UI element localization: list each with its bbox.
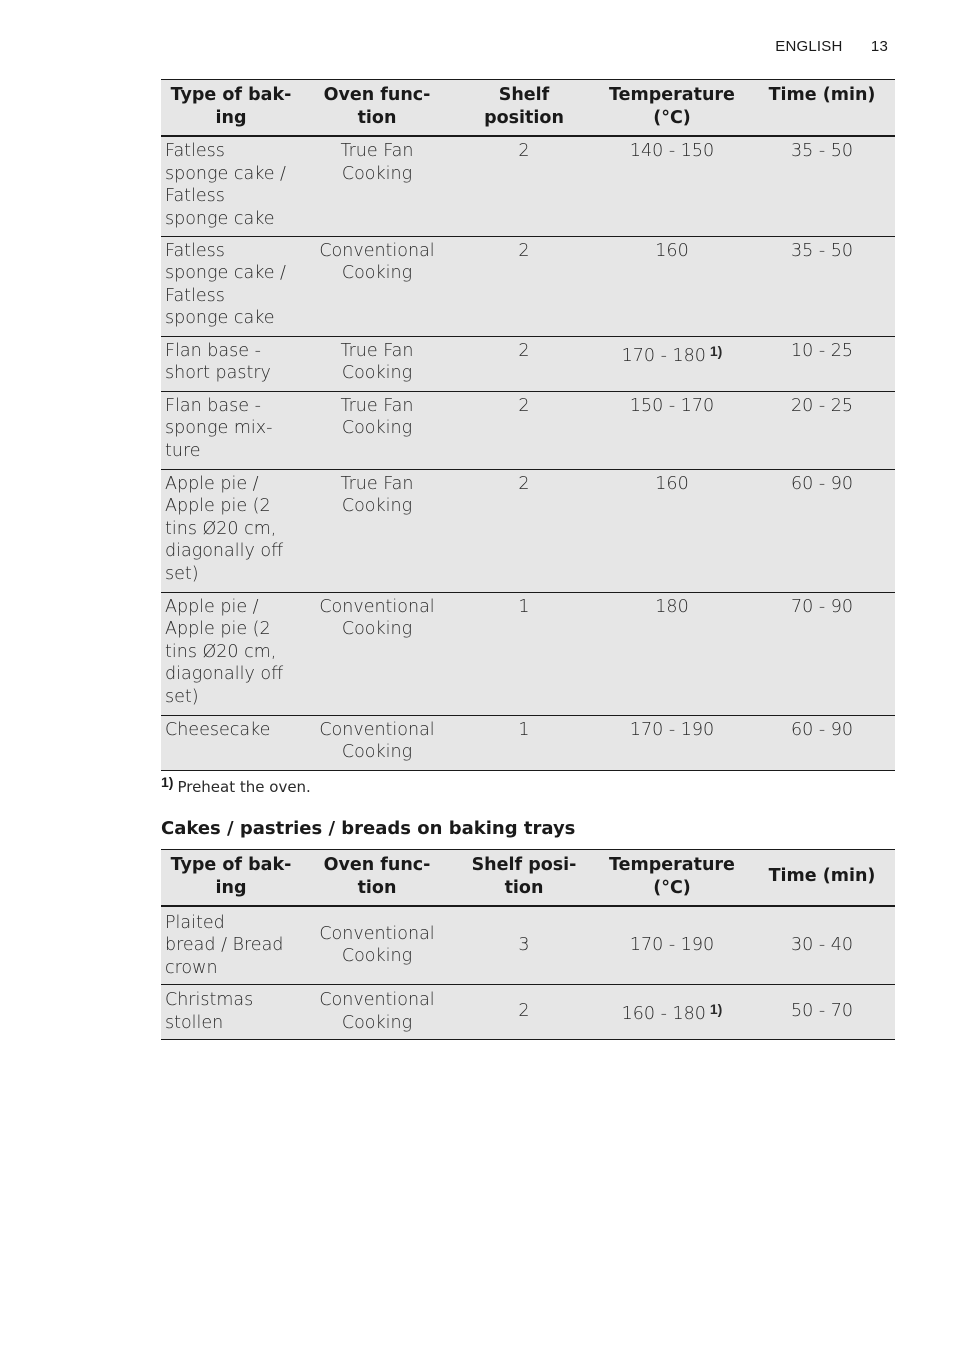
cell-function-text: True Fan Cooking [340,141,414,184]
cell-temperature-text: 160 [655,473,689,494]
header-col-type: Type of bak- ing [170,85,292,128]
cell-time [749,715,895,770]
language-label: ENGLISH [775,38,843,55]
cell-type-text: Apple pie / Apple pie (2 tins Ø20 cm, diagonally off set) [165,473,284,584]
cell-temperature-text: 180 [655,596,689,617]
cell-type-text: Apple pie / Apple pie (2 tins Ø20 cm, diagonally off set) [165,596,284,707]
footnote [161,774,311,796]
table-header-row [161,850,895,907]
footnote-mark: 1) [161,774,174,790]
cell-temperature-text: 170 - 190 [629,719,715,740]
cell-type-text: Cheesecake [165,719,271,740]
cell-type-text: Flan base - short pastry [165,340,271,383]
cell-shelf-text: 1 [518,596,530,617]
header-col-type: Type of bak- ing [170,855,292,898]
cell-function-text: Conventional Cooking [319,923,435,967]
table-row [161,236,895,336]
header-col-shelf: Shelf posi- tion [471,855,577,898]
cell-function-text: Conventional Cooking [319,719,435,762]
cell-shelf-text: 3 [518,935,530,955]
cell-function-text: True Fan Cooking [340,340,414,383]
table-body [161,136,895,770]
cell-function [301,236,453,336]
cell-function [301,592,453,715]
footnote-reference: 1) [709,342,723,359]
cell-function [301,984,453,1039]
cell-temperature [595,984,749,1039]
cell-time-text: 10 - 25 [791,340,853,361]
cell-temperature-text: 170 - 190 [629,935,715,955]
cell-time-text: 60 - 90 [791,473,853,494]
cell-type [161,136,301,236]
cell-shelf [453,236,595,336]
cell-shelf-text: 2 [518,1001,530,1022]
cell-time-text: 50 - 70 [791,1001,853,1022]
cell-time-text: 60 - 90 [791,719,853,740]
cell-type-text: Fatless sponge cake / Fatless sponge cake [165,240,286,328]
cell-shelf-text: 2 [518,141,530,161]
cell-function-text: Conventional Cooking [319,596,435,639]
cell-time [749,592,895,715]
cell-shelf [453,906,595,984]
cell-shelf [453,336,595,391]
cell-type [161,469,301,592]
table-row [161,469,895,592]
cell-time [749,391,895,469]
cell-shelf [453,984,595,1039]
cell-type [161,592,301,715]
cell-type [161,715,301,770]
cell-time [749,136,895,236]
cell-temperature [595,391,749,469]
cell-type-text: Flan base - sponge mix- ture [165,395,273,461]
cell-shelf [453,469,595,592]
cell-time-text: 35 - 50 [791,141,853,161]
table-row [161,391,895,469]
header-col-time: Time (min) [768,85,876,105]
header-col-temperature: Temperature (°C) [609,855,735,898]
table-row [161,715,895,770]
table-row [161,592,895,715]
cell-time [749,906,895,984]
header-col-time: Time (min) [768,866,876,887]
cell-temperature [595,592,749,715]
cell-function-text: True Fan Cooking [340,473,414,516]
cell-temperature [595,336,749,391]
table-row [161,984,895,1039]
cell-function-text: True Fan Cooking [340,395,414,438]
baking-table-1 [161,79,895,771]
footnote-reference: 1) [709,1000,723,1017]
cell-shelf [453,715,595,770]
cell-temperature-text: 140 - 150 [629,141,715,161]
cell-function [301,336,453,391]
cell-type [161,336,301,391]
page-header [775,38,888,55]
cell-time [749,984,895,1039]
table-header-row [161,80,895,137]
page-number: 13 [870,38,888,55]
cell-type [161,906,301,984]
footnote-text: Preheat the oven. [177,778,311,796]
header-col-function: Oven func- tion [323,85,431,128]
cell-type-text: Christmas stollen [165,990,254,1033]
cell-shelf-text: 2 [518,240,530,261]
cell-temperature [595,469,749,592]
cell-shelf [453,592,595,715]
cell-function [301,469,453,592]
cell-temperature [595,715,749,770]
cell-time [749,469,895,592]
table-row [161,336,895,391]
cell-function [301,136,453,236]
cell-function-text: Conventional Cooking [319,240,435,283]
cell-time-text: 20 - 25 [791,395,853,416]
cell-temperature-text: 150 - 170 [629,395,715,416]
cell-function [301,391,453,469]
cell-temperature [595,906,749,984]
header-col-shelf: Shelf position [484,85,564,128]
cell-time-text: 30 - 40 [791,935,853,955]
cell-temperature-text: 160 - 180 [621,1003,706,1024]
cell-shelf-text: 2 [518,395,530,416]
cell-shelf-text: 1 [518,719,530,740]
header-col-temperature: Temperature (°C) [609,85,735,128]
cell-shelf-text: 2 [518,340,530,361]
cell-temperature-text: 170 - 180 [621,345,706,366]
cell-temperature-text: 160 [655,240,689,261]
cell-time [749,336,895,391]
cell-shelf [453,391,595,469]
cell-time [749,236,895,336]
cell-shelf-text: 2 [518,473,530,494]
table-body [161,906,895,1039]
cell-temperature [595,236,749,336]
cell-type [161,236,301,336]
cell-type-text: Fatless sponge cake / Fatless sponge cake [165,141,286,229]
cell-function [301,715,453,770]
baking-table-2 [161,849,895,1040]
cell-function [301,906,453,984]
cell-type [161,984,301,1039]
cell-type-text: Plaited bread / Bread crown [165,912,284,978]
cell-temperature [595,136,749,236]
section-heading: Cakes / pastries / breads on baking trays [161,818,576,839]
cell-time-text: 35 - 50 [791,240,853,261]
header-col-function: Oven func- tion [323,855,431,898]
table-row [161,906,895,984]
cell-time-text: 70 - 90 [791,596,853,617]
table-row [161,136,895,236]
cell-shelf [453,136,595,236]
cell-function-text: Conventional Cooking [319,990,435,1033]
cell-type [161,391,301,469]
